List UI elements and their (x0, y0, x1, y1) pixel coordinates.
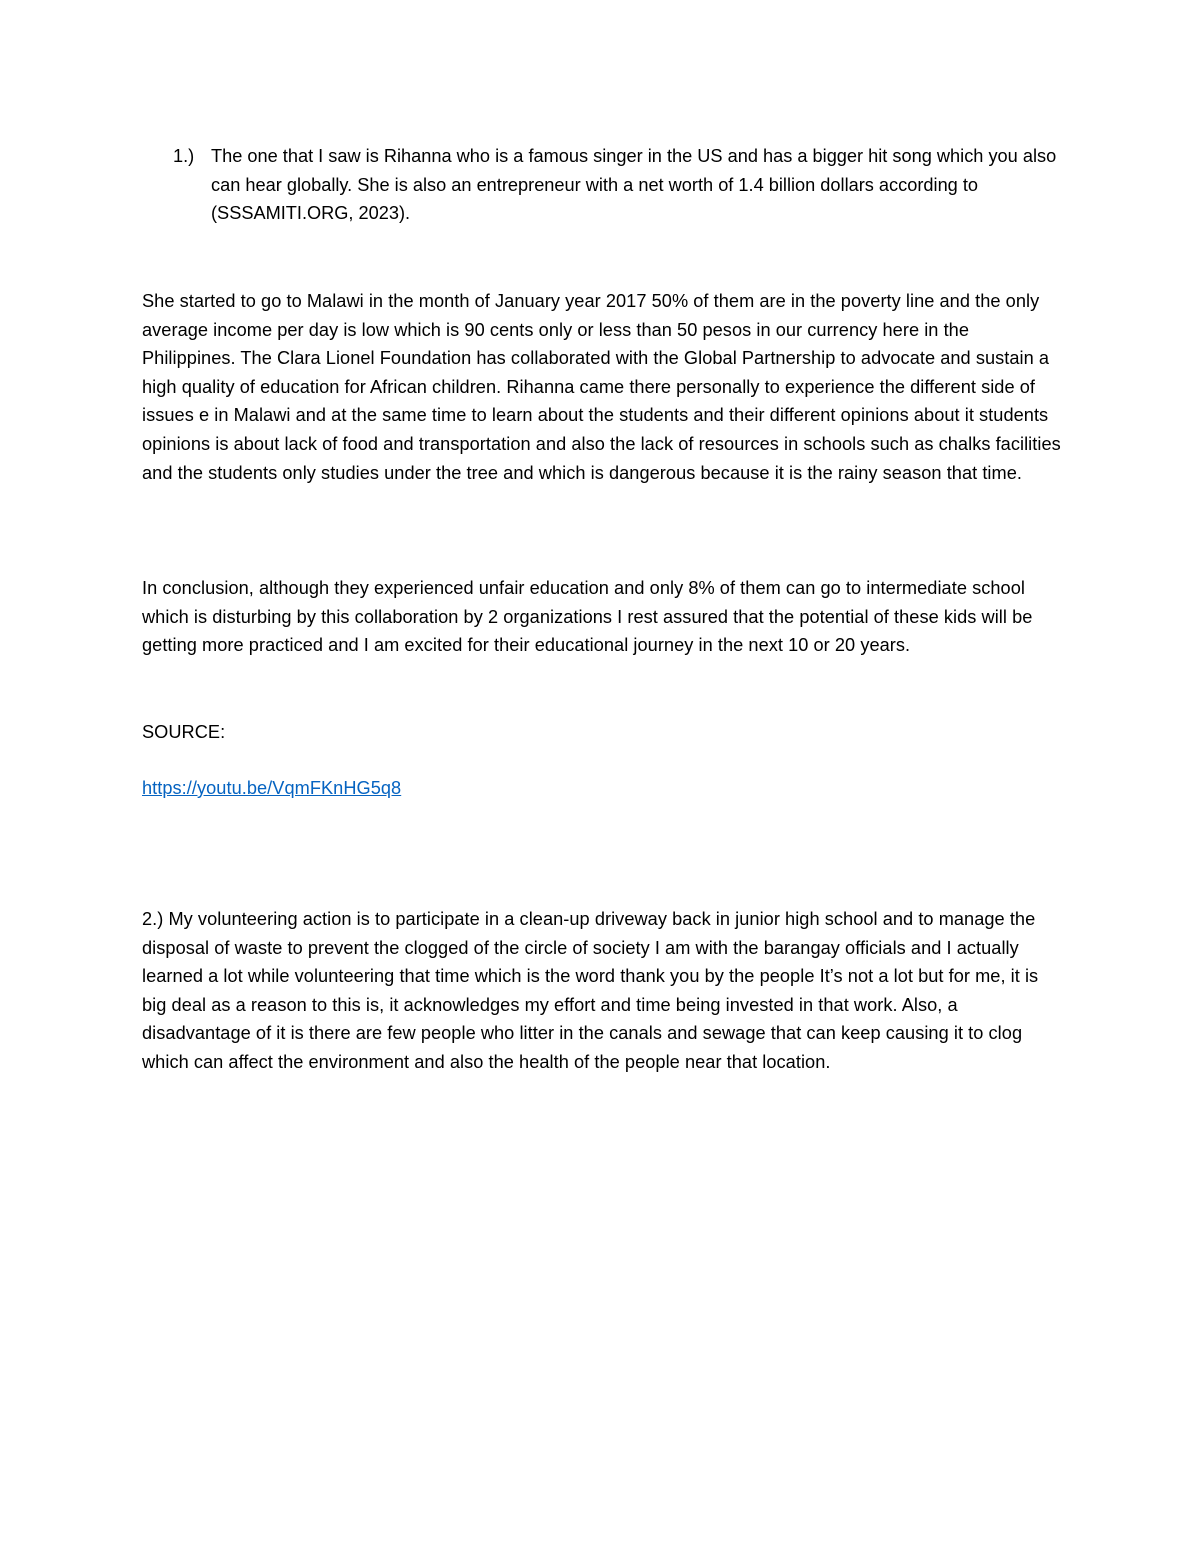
list-marker: 1.) (173, 146, 195, 166)
source-link[interactable]: https://youtu.be/VqmFKnHG5q8 (142, 778, 402, 798)
paragraph-malawi: She started to go to Malawi in the month of January year 2017 50% of them are in the poverty line and the only average income per day is low which is 90 cents only or less than 50 pesos in our currency here in the Philippines. The Clara Lionel Foundation has collaborated with the Global Partnership to advocate and sustain a high quality of education for African children. Rihanna came there personally to experience the different side of issues e in Malawi and at the same time to learn about the students and their different opinions about it students opinions is about lack of food and transportation and also the lack of resources in schools such as chalks facilities and the students only studies under the tree and which is dangerous because it is the rainy season that time. (142, 291, 1061, 483)
source-label: SOURCE: (142, 722, 226, 742)
paragraph-volunteering: 2.) My volunteering action is to participate in a clean-up driveway back in junior high school and to manage the disposal of waste to prevent the clogged of the circle of society I am with the barangay officials and I actually learned a lot while volunteering that time which is the word thank you by the people It’s not a lot but for me, it is big deal as a reason to this is, it acknowledges my effort and time being invested in that work. Also, a disadvantage of it is there are few people who litter in the canals and sewage that can keep causing it to clog which can affect the environment and also the health of the people near that location. (142, 909, 1039, 1072)
numbered-list-item-1 (173, 142, 1063, 228)
paragraph-conclusion: In conclusion, although they experienced unfair education and only 8% of them can go to intermediate school which is disturbing by this collaboration by 2 organizations I rest assured that the potential of these kids will be getting more practiced and I am excited for their educational journey in the next 10 or 20 years. (142, 578, 1033, 656)
list-item-text: The one that I saw is Rihanna who is a famous singer in the US and has a bigger hit song which you also can hear globally. She is also an entrepreneur with a net worth of 1.4 billion dollars according to (SSSAMITI.ORG, 2023). (211, 146, 1057, 224)
source-link-container (142, 774, 1062, 803)
